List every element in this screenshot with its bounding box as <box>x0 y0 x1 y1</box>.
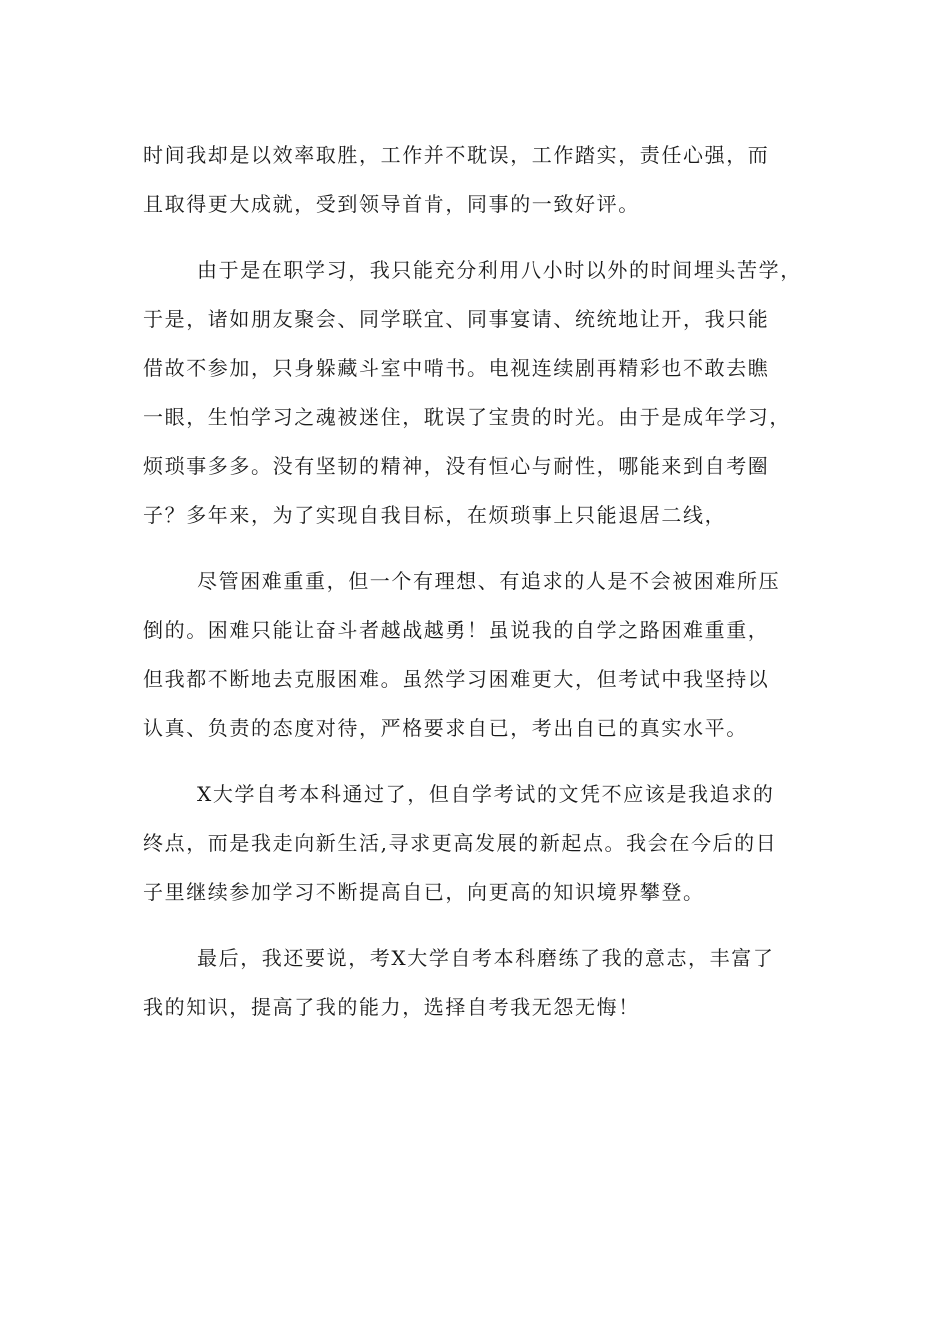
paragraph-4 <box>143 770 813 917</box>
text-line: 借故不参加，只身躲藏斗室中啃书。电视连续剧再精彩也不敢去瞧 <box>143 356 770 380</box>
text-line: 我的知识，提高了我的能力，选择自考我无怨无悔！ <box>143 995 640 1019</box>
paragraph-1 <box>143 131 813 229</box>
text-line: 认真、负责的态度对待，严格要求自已，考出自已的真实水平。 <box>143 716 748 740</box>
text-line: 尽管困难重重，但一个有理想、有追求的人是不会被困难所压 <box>197 569 781 593</box>
text-line: 子？多年来，为了实现自我目标，在烦琐事上只能退居二线， <box>143 503 727 527</box>
text-line: 但我都不断地去克服困难。虽然学习困难更大，但考试中我坚持以 <box>143 667 770 691</box>
paragraph-2 <box>143 246 813 540</box>
text-line: 烦琐事多多。没有坚韧的精神，没有恒心与耐性，哪能来到自考圈 <box>143 454 770 478</box>
paragraph-3 <box>143 557 813 753</box>
text-line: 时间我却是以效率取胜，工作并不耽误，工作踏实，责任心强，而 <box>143 143 770 167</box>
text-line: 一眼，生怕学习之魂被迷住，耽误了宝贵的时光。由于是成年学习， <box>143 405 791 429</box>
text-line: 倒的。困难只能让奋斗者越战越勇！虽说我的自学之路困难重重， <box>143 618 770 642</box>
text-line: 且取得更大成就，受到领导首肯，同事的一致好评。 <box>143 192 640 216</box>
document-body <box>143 131 813 1032</box>
text-line: 最后，我还要说，考X大学自考本科磨练了我的意志，丰富了 <box>197 946 775 970</box>
text-line: 于是，诸如朋友聚会、同学联宜、同事宴请、统统地让开，我只能 <box>143 307 770 331</box>
text-line: 子里继续参加学习不断提高自已，向更高的知识境界攀登。 <box>143 880 705 904</box>
paragraph-5 <box>143 934 813 1032</box>
text-line: X大学自考本科通过了，但自学考试的文凭不应该是我追求的 <box>197 782 775 806</box>
text-line: 终点，而是我走向新生活,寻求更高发展的新起点。我会在今后的日 <box>143 831 778 855</box>
text-line: 由于是在职学习，我只能充分利用八小时以外的时间埋头苦学， <box>197 258 802 282</box>
